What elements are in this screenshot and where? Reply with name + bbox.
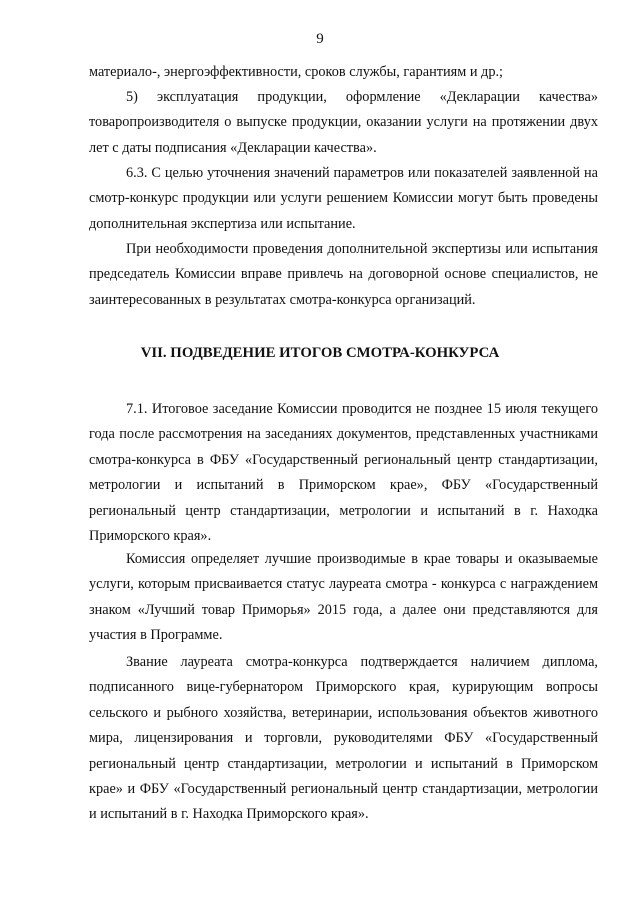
- paragraph-criteria-continuation: материало-, энергоэффективности, сроков службы, гарантиям и др.;: [89, 64, 504, 80]
- paragraph-7-1-final-meeting: 7.1. Итоговое заседание Комиссии проводится не позднее 15 июля текущего года после рассмотрения на заседаниях документов, представленных участниками смотра-конкурса в ФБУ «Государственный региональный центр стандартизации, метрологии и испытаний в Приморском крае», ФБУ «Государственный региональный центр стандартизации, метрологии и испытаний в г. Находка Приморского края».: [89, 401, 598, 545]
- paragraph-laureate-diploma: Звание лауреата смотра-конкурса подтверждается наличием диплома, подписанного вице-губернатором Приморского края, курирующим вопросы сельского и рыбного хозяйства, ветеринарии, использования объектов животного мира, лицензирования и торговли, руководителями ФБУ «Государственный региональный центр стандартизации, метрологии и испытаний в Приморском крае» и ФБУ «Государственный региональный центр стандартизации, метрологии и испытаний в г. Находка Приморского края».: [89, 654, 598, 823]
- paragraph-specialists: При необходимости проведения дополнительной экспертизы или испытания председатель Комиссии вправе привлечь на договорной основе специалистов, не заинтересованных в результатах смотра-конкурса организаций.: [89, 241, 598, 308]
- section-heading: VII. ПОДВЕДЕНИЕ ИТОГОВ СМОТРА-КОНКУРСА: [140, 345, 500, 361]
- paragraph-item-5-exploitation: 5) эксплуатация продукции, оформление «Декларации качества» товаропроизводителя о выпуске продукции, оказании услуги на протяжении двух лет с даты подписания «Декларации качества».: [89, 89, 598, 156]
- paragraph-commission-selection: Комиссия определяет лучшие производимые в крае товары и оказываемые услуги, которым присваивается статус лауреата смотра - конкурса с награждением знаком «Лучший товар Приморья» 2015 года, а далее они представляются для участия в Программе.: [89, 551, 598, 644]
- page-number: 9: [316, 31, 324, 47]
- paragraph-6-3-expertise: 6.3. С целью уточнения значений параметров или показателей заявленной на смотр-конкурс продукции или услуги решением Комиссии могут быть проведены дополнительная экспертиза или испытание.: [89, 165, 598, 232]
